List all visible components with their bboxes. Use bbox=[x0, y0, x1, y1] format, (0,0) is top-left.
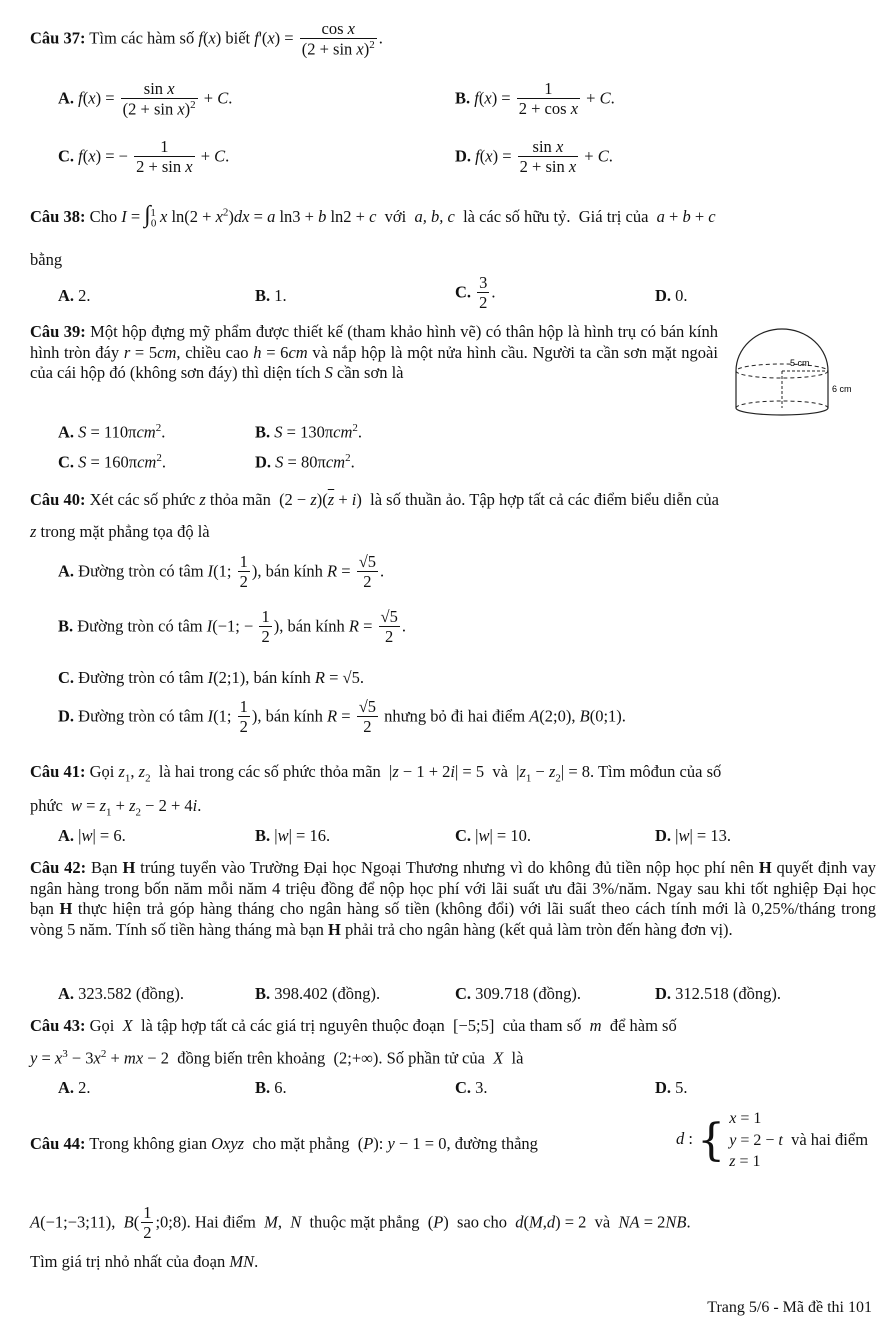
q39-option-d[interactable]: D. S = 80πcm$^2$. bbox=[255, 452, 355, 472]
q41-option-d[interactable]: D. |w| = 13. bbox=[655, 826, 731, 845]
q42-option-b[interactable]: B. 398.402 (đồng). bbox=[255, 984, 381, 1003]
q44-stem: Câu 44: Trong không gian Oxyz cho mặt phẳng (P): y − 1 = 0, đường thẳng bbox=[30, 1134, 538, 1153]
q39-stem: Câu 39: Một hộp đựng mỹ phẩm được thiết kế (tham khảo hình vẽ) có thân hộp là hình trụ có bán kính hình tròn đáy r = 5cm, chiều cao h = 6cm và nắp hộp là một nửa hình cầu. Người ta cần sơn mặt ngoài của cái hộp đó (không sơn đáy) thì diện tích S cần sơn là bbox=[30, 322, 719, 383]
q37-stem: Câu 37: Tìm các hàm số f(x) biết f'(x) = $\frac{\text{cos x}}{(2 + \sin x)^2}$ . bbox=[30, 19, 383, 59]
q41-option-c[interactable]: C. |w| = 10. bbox=[455, 826, 531, 845]
q38-stem: Câu 38: Cho $I = \int_0^1$ x $\ln(2 + x^2)dx = a$ ln3 + b ln2 + c với a, b, c là các số hữu tỷ. Giá trị của a + b + c bbox=[30, 202, 716, 230]
q39-option-b[interactable]: B. S = 130πcm$^2$. bbox=[255, 422, 363, 442]
q41-stem: Câu 41: Gọi $z_1$, $z_2$ là hai trong các số phức thỏa mãn |z − 1 + 2i| = 5 và $|z_1 - z_2| = 8$. Tìm môđun của số bbox=[30, 762, 722, 785]
q37-option-d[interactable]: D. f(x) = $\frac{\text{sin x}}{\text{2 + sin x}}$ + C. bbox=[455, 137, 613, 177]
q39-option-a[interactable]: A. S = 110πcm$^2$. bbox=[58, 422, 166, 442]
q37-label: Câu 37: bbox=[30, 28, 86, 48]
q38-option-d[interactable]: D. 0. bbox=[655, 286, 688, 305]
q38-option-a[interactable]: A. 2. bbox=[58, 286, 91, 305]
q41-option-b[interactable]: B. |w| = 16. bbox=[255, 826, 331, 845]
q39-option-c[interactable]: C. S = 160πcm$^2$. bbox=[58, 452, 166, 472]
q43-option-c[interactable]: C. 3. bbox=[455, 1078, 488, 1097]
q38-stem-cont: bằng bbox=[30, 250, 63, 269]
q42-option-c[interactable]: C. 309.718 (đồng). bbox=[455, 984, 582, 1003]
q42-option-a[interactable]: A. 323.582 (đồng). bbox=[58, 984, 185, 1003]
cylinder-bottom bbox=[736, 408, 828, 415]
q43-option-a[interactable]: A. 2. bbox=[58, 1078, 91, 1097]
q37-option-b[interactable]: B. f(x) = $\frac{1}{\text{2 + cos x}}$ + C. bbox=[455, 79, 615, 119]
q40-option-d[interactable]: D. Đường tròn có tâm I(1; $\frac{1}{2}$ ), bán kính R = $\frac{√5}{2}$ nhưng bỏ đi hai điểm A(2;0), B(0;1). bbox=[58, 697, 626, 737]
radius-label: 5 cm bbox=[790, 358, 810, 368]
line-d-system: d : { x = 1 y = 2 − t z = 1 và hai điểm bbox=[676, 1110, 869, 1171]
q41-option-a[interactable]: A. |w| = 6. bbox=[58, 826, 126, 845]
q42-stem: Câu 42: Bạn H trúng tuyển vào Trường Đại học Ngoại Thương nhưng vì do không đủ tiền nộp học phí nên H quyết định vay ngân hàng trong bốn năm mỗi năm 4 triệu đồng để nộp học phí với lãi suất ưu đãi 3%/năm. Ngay sau khi tốt nghiệp Đại học bạn H thực hiện trả góp hàng tháng cho ngân hàng số tiền (không đổi) với lãi suất theo cách tính mới là 0,25%/tháng trong vòng 5 năm. Tính số tiền hàng tháng mà bạn H phải trả cho ngân hàng (kết quả làm tròn đến hàng đơn vị). bbox=[30, 858, 877, 939]
q44-stem-cont: A(−1;−3;11), B( $\frac{1}{2}$ ;0;8). Hai điểm M, N thuộc mặt phẳng (P) sao cho d(M,d) = 2 và NA = 2NB. bbox=[30, 1203, 691, 1243]
height-label: 6 cm bbox=[832, 384, 852, 394]
hemisphere-lid bbox=[736, 329, 828, 371]
q38-option-b[interactable]: B. 1. bbox=[255, 286, 287, 305]
q43-stem: Câu 43: Gọi X là tập hợp tất cả các giá trị nguyên thuộc đoạn [−5;5] của tham số m để hàm số bbox=[30, 1016, 677, 1035]
q42-option-d[interactable]: D. 312.518 (đồng). bbox=[655, 984, 782, 1003]
q44-stem-end: Tìm giá trị nhỏ nhất của đoạn MN. bbox=[30, 1252, 259, 1271]
q40-stem-cont: z trong mặt phẳng tọa độ là bbox=[30, 522, 210, 541]
q40-stem: Câu 40: Xét các số phức z thỏa mãn $(2 - z)(\overline{z} + i)$ là số thuần ảo. Tập hợp tất cả các điểm biểu diễn của bbox=[30, 490, 719, 509]
q40-option-b[interactable]: B. Đường tròn có tâm I(−1; − $\frac{1}{2}$ ), bán kính R = $\frac{√5}{2}$ . bbox=[58, 607, 406, 647]
q38-option-c[interactable]: C. $\frac{3}{2}$ . bbox=[455, 273, 496, 313]
q43-stem-cont: $y = x^3 - 3x^2$ + mx − 2 đồng biến trên khoảng (2;+∞). Số phần tử của X là bbox=[30, 1048, 524, 1068]
page-footer: Trang 5/6 - Mã đề thi 101 bbox=[707, 1299, 872, 1316]
q40-option-c[interactable]: C. Đường tròn có tâm I(2;1), bán kính R = √5. bbox=[58, 668, 364, 687]
q37-option-a[interactable]: A. f(x) = $\frac{\text{sin x}}{(2 + \sin x)^2}$ + C. bbox=[58, 79, 233, 119]
box-figure bbox=[728, 326, 868, 426]
q43-option-b[interactable]: B. 6. bbox=[255, 1078, 287, 1097]
q40-option-a[interactable]: A. Đường tròn có tâm I(1; $\frac{1}{2}$ ), bán kính R = $\frac{√5}{2}$ . bbox=[58, 552, 385, 592]
q37-option-c[interactable]: C. f(x) = − $\frac{1}{\text{2 + sin x}}$ + C. bbox=[58, 137, 230, 177]
q41-stem-cont: phức $w = z_1 + z_2 - 2 + 4i$. bbox=[30, 796, 202, 819]
q43-option-d[interactable]: D. 5. bbox=[655, 1078, 688, 1097]
